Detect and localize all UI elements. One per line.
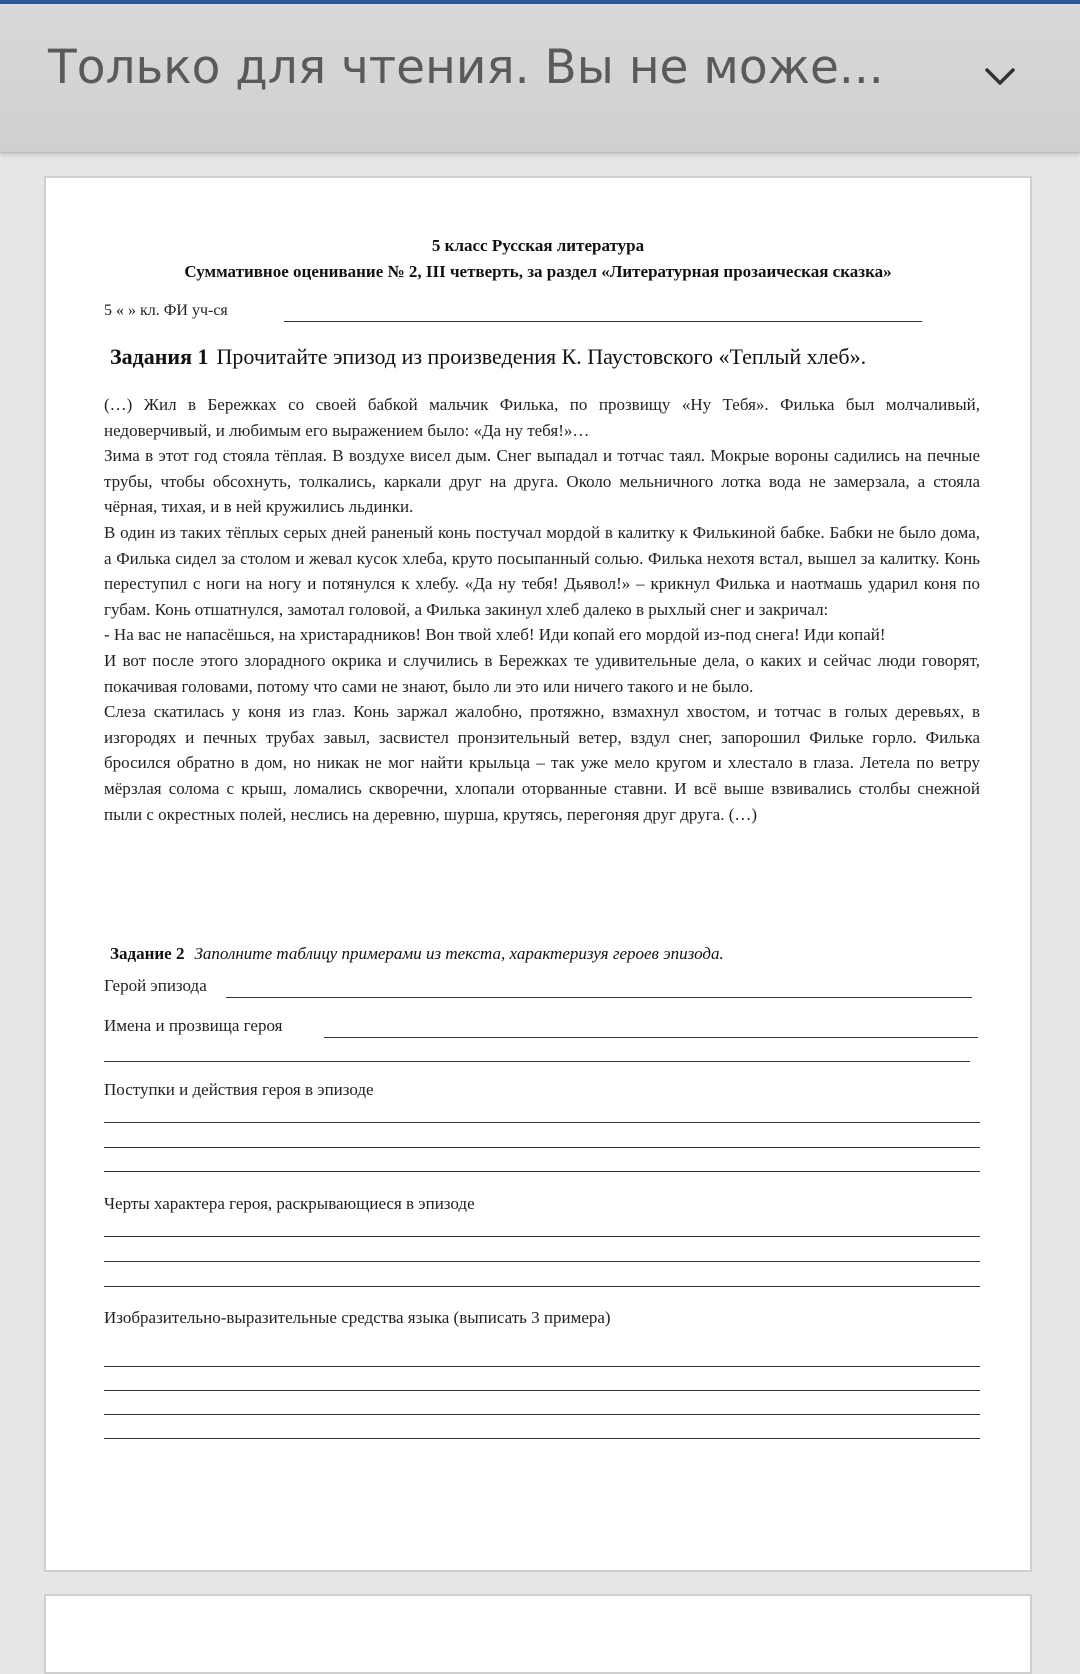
traits-answer-line [104,1236,980,1237]
traits-answer-line [104,1286,980,1287]
devices-answer-line [104,1366,980,1367]
task2-instruction: Заполните таблицу примерами из текста, характеризуя героев эпизода. [194,944,724,963]
devices-answer-line [104,1414,980,1415]
story-paragraph: И вот после этого злорадного окрика и случились в Бережках те удивительные дела, о каких и сейчас люди говорят, покачивая головами, потому что сами не знают, было ли это или ничего такого и не было. [104,650,980,696]
story-paragraph: - На вас не напасёшься, на христарадников! Вон твой хлеб! Иди копай его мордой из-под снега! Иди копай! [104,625,886,645]
story-excerpt [104,392,980,827]
student-info-label: 5 « » кл. ФИ уч-ся [104,302,228,319]
task1-instruction: Прочитайте эпизод из произведения К. Паустовского «Теплый хлеб». [216,344,867,369]
chevron-down-icon[interactable] [980,62,1020,90]
document-title: 5 класс Русская литература [431,236,645,255]
story-paragraph: Слеза скатилась у коня из глаз. Конь заржал жалобно, протяжно, взмахнул хвостом, и тотчас в голых деревьях, в изгородях и печных трубах завыл, засвистел пронзительный ветер, вздул снег, запорошил Фильке горло. Филька бросился обратно в дом, но никак не мог найти крыльца – так уже мело кругом и хлестало в глаза. Летела по ветру мёрзлая солома с крыш, ломались скворечни, хлопали оторванные ставни. И всё выше взвивались столбы снежной пыли с окрестных полей, неслись на деревню, шурша, крутясь, перегоняя друг друга. (…) [104,702,980,824]
story-paragraph: (…) Жил в Бережках со своей бабкой мальчик Филька, по прозвищу «Ну Тебя». Филька был молчаливый, недоверчивый, и любимым его выражением было: «Да ну тебя!»… [104,395,980,440]
traits-field-label: Черты характера героя, раскрывающиеся в эпизоде [104,1194,475,1213]
actions-answer-line [104,1122,980,1123]
actions-answer-line [104,1171,980,1172]
actions-field-label: Поступки и действия героя в эпизоде [104,1080,374,1099]
task2-label: Задание 2 [110,944,185,963]
devices-field-label: Изобразительно-выразительные средства языка (выписать 3 примера) [104,1308,611,1327]
document-subtitle: Суммативное оценивание № 2, III четверть, за раздел «Литературная прозаическая сказка» [184,262,892,281]
read-only-banner[interactable] [0,4,1080,153]
task1-heading [110,344,866,370]
traits-answer-line [104,1261,980,1262]
hero-answer-line [226,997,972,998]
devices-answer-line [104,1390,980,1391]
actions-answer-line [104,1147,980,1148]
story-paragraph: Зима в этот год стояла тёплая. В воздухе висел дым. Снег выпадал и тотчас таял. Мокрые вороны садились на печные трубы, чтобы обсохнуть, толкались, каркали друг на друга. Около мельничного лотка вода не замерзала, а стояла чёрная, тихая, и в ней кружились льдинки. [104,446,980,517]
devices-answer-line [104,1438,980,1439]
names-answer-line [324,1037,978,1038]
task2-heading [110,944,724,964]
next-document-page [44,1594,1032,1674]
read-only-message: Только для чтения. Вы не може... [48,40,884,95]
task1-label: Задания 1 [110,344,209,369]
document-page [44,176,1032,1572]
student-name-line [284,321,922,322]
names-field-label: Имена и прозвища героя [104,1016,283,1035]
hero-field-label: Герой эпизода [104,976,207,995]
story-paragraph: В один из таких тёплых серых дней раненый конь постучал мордой в калитку к Филькиной бабке. Бабки не было дома, а Филька сидел за столом и жевал кусок хлеба, круто посыпанный солью. Филька нехотя встал, вышел за калитку. Конь переступил с ноги на ногу и потянулся к хлебу. «Да ну тебя! Дьявол!» – крикнул Филька и наотмашь ударил коня по губам. Конь отшатнулся, замотал головой, а Филька закинул хлеб далеко в рыхлый снег и закричал: [104,522,980,619]
names-answer-line [104,1061,970,1062]
